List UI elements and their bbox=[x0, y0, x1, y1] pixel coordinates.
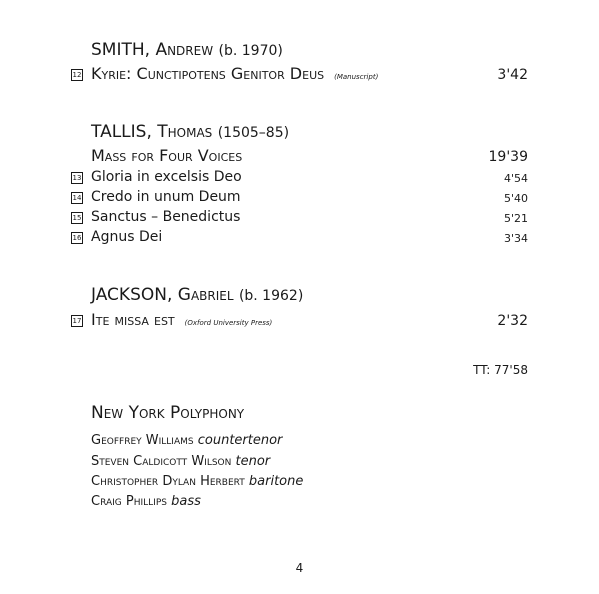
composer-heading-tallis bbox=[91, 122, 289, 142]
track-title bbox=[91, 64, 378, 83]
movement-duration: 5'40 bbox=[503, 192, 528, 205]
movement-title: Credo in unum Deum bbox=[91, 189, 241, 205]
movement-title: Sanctus – Benedictus bbox=[91, 209, 241, 225]
work-duration: 19'39 bbox=[488, 149, 528, 165]
publisher-note: (Oxford University Press) bbox=[184, 319, 273, 327]
publisher-note: (Manuscript) bbox=[334, 73, 379, 81]
movement-title: Agnus Dei bbox=[91, 229, 163, 245]
ensemble-member bbox=[91, 494, 201, 509]
track-title-text: Kyrie: Cunctipotens Genitor Deus bbox=[91, 64, 325, 83]
member-name: Geoffrey Williams bbox=[91, 433, 194, 448]
composer-years: (b. 1962) bbox=[238, 288, 304, 304]
composer-heading-smith bbox=[91, 40, 283, 60]
composer-heading-jackson bbox=[91, 285, 303, 305]
composer-last-name: TALLIS, bbox=[91, 122, 152, 142]
member-role: tenor bbox=[235, 454, 271, 469]
track-duration: 3'42 bbox=[497, 67, 528, 83]
composer-first-name: Gabriel bbox=[177, 285, 234, 305]
total-time: TT: 77'58 bbox=[473, 363, 528, 377]
composer-last-name: SMITH, bbox=[91, 40, 151, 60]
ensemble-member bbox=[91, 454, 270, 469]
composer-first-name: Andrew bbox=[155, 40, 214, 60]
member-name: Christopher Dylan Herbert bbox=[91, 474, 245, 489]
composer-years: (b. 1970) bbox=[218, 43, 283, 59]
ensemble-name: New York Polyphony bbox=[91, 403, 245, 423]
movement-title: Gloria in excelsis Deo bbox=[91, 169, 242, 185]
track-title-text: Ite missa est bbox=[91, 310, 175, 329]
ensemble-member bbox=[91, 474, 303, 489]
track-number-badge: 17 bbox=[72, 317, 82, 325]
track-number-badge: 12 bbox=[72, 71, 82, 79]
track-number-badge: 15 bbox=[72, 214, 82, 222]
movement-duration: 3'34 bbox=[503, 232, 528, 245]
member-name: Craig Phillips bbox=[91, 494, 167, 509]
composer-first-name: Thomas bbox=[157, 122, 213, 142]
track-number-badge: 16 bbox=[72, 234, 82, 242]
movement-duration: 4'54 bbox=[503, 172, 528, 185]
member-role: countertenor bbox=[197, 433, 283, 448]
track-title bbox=[91, 310, 272, 329]
composer-years: (1505–85) bbox=[217, 125, 290, 141]
page-number: 4 bbox=[295, 561, 304, 575]
work-title: Mass for Four Voices bbox=[91, 146, 243, 165]
movement-duration: 5'21 bbox=[503, 212, 528, 225]
member-role: baritone bbox=[248, 474, 304, 489]
member-name: Steven Caldicott Wilson bbox=[91, 454, 232, 469]
track-duration: 2'32 bbox=[497, 313, 528, 329]
member-role: bass bbox=[171, 494, 201, 509]
track-number-badge: 14 bbox=[72, 194, 82, 202]
ensemble-member bbox=[91, 433, 282, 448]
track-number-badge: 13 bbox=[72, 174, 82, 182]
composer-last-name: JACKSON, bbox=[91, 285, 173, 305]
